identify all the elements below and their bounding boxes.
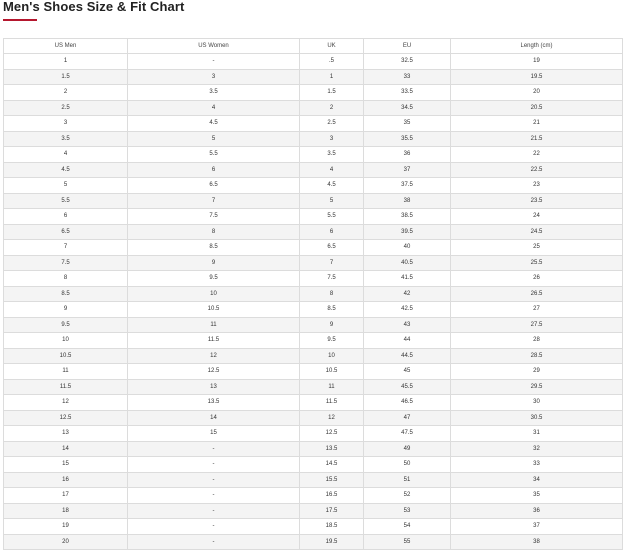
cell-eu: 40.5 xyxy=(364,255,451,271)
cell-eu: 49 xyxy=(364,441,451,457)
table-row xyxy=(4,472,623,488)
table-row xyxy=(4,286,623,302)
cell-uk: 1.5 xyxy=(300,85,364,101)
table-row xyxy=(4,302,623,318)
cell-uk: 12.5 xyxy=(300,426,364,442)
cell-length-cm: 24.5 xyxy=(451,224,623,240)
cell-uk: 10.5 xyxy=(300,364,364,380)
header-us-men: US Men xyxy=(4,39,128,54)
cell-uk: 11 xyxy=(300,379,364,395)
cell-uk: 14.5 xyxy=(300,457,364,473)
cell-length-cm: 22.5 xyxy=(451,162,623,178)
table-body xyxy=(4,54,623,550)
cell-us-men: 20 xyxy=(4,534,128,550)
table-row xyxy=(4,426,623,442)
cell-uk: 4.5 xyxy=(300,178,364,194)
cell-us-women: - xyxy=(128,488,300,504)
cell-us-women: 13.5 xyxy=(128,395,300,411)
cell-length-cm: 28.5 xyxy=(451,348,623,364)
cell-uk: 9 xyxy=(300,317,364,333)
cell-eu: 37.5 xyxy=(364,178,451,194)
cell-us-women: - xyxy=(128,534,300,550)
cell-eu: 45.5 xyxy=(364,379,451,395)
cell-uk: 3.5 xyxy=(300,147,364,163)
cell-uk: 17.5 xyxy=(300,503,364,519)
cell-uk: 13.5 xyxy=(300,441,364,457)
cell-length-cm: 25 xyxy=(451,240,623,256)
cell-us-women: 9.5 xyxy=(128,271,300,287)
table-header-row xyxy=(4,39,623,54)
cell-us-women: 14 xyxy=(128,410,300,426)
cell-us-men: 8.5 xyxy=(4,286,128,302)
cell-us-men: 7.5 xyxy=(4,255,128,271)
cell-uk: 7.5 xyxy=(300,271,364,287)
cell-us-women: 9 xyxy=(128,255,300,271)
cell-length-cm: 30.5 xyxy=(451,410,623,426)
cell-length-cm: 27 xyxy=(451,302,623,318)
page-title: Men's Shoes Size & Fit Chart xyxy=(3,0,185,14)
table-row xyxy=(4,255,623,271)
cell-us-men: 2 xyxy=(4,85,128,101)
cell-us-men: 15 xyxy=(4,457,128,473)
cell-uk: 12 xyxy=(300,410,364,426)
cell-length-cm: 37 xyxy=(451,519,623,535)
cell-eu: 42 xyxy=(364,286,451,302)
cell-us-men: 7 xyxy=(4,240,128,256)
table-row xyxy=(4,534,623,550)
table-row xyxy=(4,224,623,240)
cell-us-women: - xyxy=(128,519,300,535)
cell-us-women: 5 xyxy=(128,131,300,147)
table-row xyxy=(4,395,623,411)
cell-uk: 11.5 xyxy=(300,395,364,411)
table-row xyxy=(4,519,623,535)
cell-us-women: 15 xyxy=(128,426,300,442)
cell-uk: 5 xyxy=(300,193,364,209)
cell-eu: 52 xyxy=(364,488,451,504)
cell-us-men: 10 xyxy=(4,333,128,349)
cell-uk: .5 xyxy=(300,54,364,70)
cell-us-men: 18 xyxy=(4,503,128,519)
cell-us-women: 3 xyxy=(128,69,300,85)
cell-us-women: 12 xyxy=(128,348,300,364)
cell-eu: 46.5 xyxy=(364,395,451,411)
cell-us-men: 11 xyxy=(4,364,128,380)
cell-eu: 44.5 xyxy=(364,348,451,364)
cell-us-women: 11.5 xyxy=(128,333,300,349)
cell-uk: 6 xyxy=(300,224,364,240)
cell-eu: 44 xyxy=(364,333,451,349)
cell-eu: 33.5 xyxy=(364,85,451,101)
cell-us-men: 10.5 xyxy=(4,348,128,364)
cell-uk: 4 xyxy=(300,162,364,178)
cell-us-women: - xyxy=(128,503,300,519)
table-row xyxy=(4,193,623,209)
cell-us-women: 7.5 xyxy=(128,209,300,225)
header-us-women: US Women xyxy=(128,39,300,54)
title-accent-underline xyxy=(3,19,37,21)
cell-us-men: 5.5 xyxy=(4,193,128,209)
cell-us-women: 4 xyxy=(128,100,300,116)
cell-us-women: 6 xyxy=(128,162,300,178)
table-row xyxy=(4,162,623,178)
cell-us-women: 11 xyxy=(128,317,300,333)
cell-us-men: 9 xyxy=(4,302,128,318)
table-row xyxy=(4,364,623,380)
cell-eu: 47 xyxy=(364,410,451,426)
cell-us-men: 4.5 xyxy=(4,162,128,178)
table-row xyxy=(4,240,623,256)
table-row xyxy=(4,116,623,132)
cell-length-cm: 35 xyxy=(451,488,623,504)
cell-eu: 32.5 xyxy=(364,54,451,70)
table-row xyxy=(4,457,623,473)
cell-uk: 5.5 xyxy=(300,209,364,225)
cell-eu: 34.5 xyxy=(364,100,451,116)
cell-uk: 8.5 xyxy=(300,302,364,318)
cell-uk: 6.5 xyxy=(300,240,364,256)
cell-us-men: 16 xyxy=(4,472,128,488)
cell-length-cm: 24 xyxy=(451,209,623,225)
cell-us-men: 5 xyxy=(4,178,128,194)
cell-uk: 16.5 xyxy=(300,488,364,504)
cell-length-cm: 22 xyxy=(451,147,623,163)
cell-length-cm: 31 xyxy=(451,426,623,442)
cell-length-cm: 34 xyxy=(451,472,623,488)
cell-uk: 18.5 xyxy=(300,519,364,535)
cell-length-cm: 29.5 xyxy=(451,379,623,395)
cell-length-cm: 38 xyxy=(451,534,623,550)
cell-us-women: 10.5 xyxy=(128,302,300,318)
cell-length-cm: 21.5 xyxy=(451,131,623,147)
cell-us-men: 6 xyxy=(4,209,128,225)
cell-eu: 41.5 xyxy=(364,271,451,287)
cell-us-women: 8.5 xyxy=(128,240,300,256)
cell-length-cm: 23.5 xyxy=(451,193,623,209)
table-row xyxy=(4,379,623,395)
cell-us-men: 1 xyxy=(4,54,128,70)
cell-us-men: 17 xyxy=(4,488,128,504)
cell-eu: 39.5 xyxy=(364,224,451,240)
table-row xyxy=(4,147,623,163)
cell-length-cm: 26.5 xyxy=(451,286,623,302)
cell-us-men: 12 xyxy=(4,395,128,411)
cell-us-men: 2.5 xyxy=(4,100,128,116)
cell-eu: 51 xyxy=(364,472,451,488)
cell-uk: 2.5 xyxy=(300,116,364,132)
header-uk: UK xyxy=(300,39,364,54)
cell-us-women: 5.5 xyxy=(128,147,300,163)
cell-length-cm: 33 xyxy=(451,457,623,473)
size-chart-table xyxy=(3,38,623,550)
cell-eu: 40 xyxy=(364,240,451,256)
cell-eu: 45 xyxy=(364,364,451,380)
table-row xyxy=(4,54,623,70)
cell-us-women: - xyxy=(128,457,300,473)
table-row xyxy=(4,348,623,364)
cell-uk: 7 xyxy=(300,255,364,271)
cell-us-women: 3.5 xyxy=(128,85,300,101)
cell-eu: 35.5 xyxy=(364,131,451,147)
cell-eu: 55 xyxy=(364,534,451,550)
header-eu: EU xyxy=(364,39,451,54)
cell-us-men: 6.5 xyxy=(4,224,128,240)
cell-uk: 15.5 xyxy=(300,472,364,488)
cell-length-cm: 19 xyxy=(451,54,623,70)
cell-us-women: 12.5 xyxy=(128,364,300,380)
table-row xyxy=(4,271,623,287)
cell-length-cm: 36 xyxy=(451,503,623,519)
cell-us-women: - xyxy=(128,54,300,70)
cell-us-men: 11.5 xyxy=(4,379,128,395)
cell-length-cm: 29 xyxy=(451,364,623,380)
table-row xyxy=(4,333,623,349)
cell-us-women: 10 xyxy=(128,286,300,302)
cell-eu: 47.5 xyxy=(364,426,451,442)
cell-uk: 3 xyxy=(300,131,364,147)
cell-eu: 36 xyxy=(364,147,451,163)
cell-us-men: 3 xyxy=(4,116,128,132)
cell-uk: 2 xyxy=(300,100,364,116)
cell-eu: 50 xyxy=(364,457,451,473)
cell-eu: 42.5 xyxy=(364,302,451,318)
cell-us-men: 19 xyxy=(4,519,128,535)
cell-us-men: 3.5 xyxy=(4,131,128,147)
cell-length-cm: 32 xyxy=(451,441,623,457)
cell-us-men: 1.5 xyxy=(4,69,128,85)
cell-length-cm: 27.5 xyxy=(451,317,623,333)
cell-eu: 53 xyxy=(364,503,451,519)
cell-length-cm: 30 xyxy=(451,395,623,411)
cell-length-cm: 21 xyxy=(451,116,623,132)
table-row xyxy=(4,488,623,504)
table-row xyxy=(4,178,623,194)
cell-us-men: 4 xyxy=(4,147,128,163)
cell-us-men: 13 xyxy=(4,426,128,442)
cell-eu: 35 xyxy=(364,116,451,132)
table-row xyxy=(4,410,623,426)
cell-length-cm: 25.5 xyxy=(451,255,623,271)
cell-us-men: 12.5 xyxy=(4,410,128,426)
cell-length-cm: 20 xyxy=(451,85,623,101)
cell-us-men: 14 xyxy=(4,441,128,457)
cell-eu: 38.5 xyxy=(364,209,451,225)
cell-uk: 19.5 xyxy=(300,534,364,550)
cell-us-men: 8 xyxy=(4,271,128,287)
cell-uk: 10 xyxy=(300,348,364,364)
cell-length-cm: 23 xyxy=(451,178,623,194)
cell-us-women: 4.5 xyxy=(128,116,300,132)
cell-us-women: - xyxy=(128,472,300,488)
header-length-cm: Length (cm) xyxy=(451,39,623,54)
cell-us-women: 8 xyxy=(128,224,300,240)
cell-length-cm: 26 xyxy=(451,271,623,287)
cell-us-women: 7 xyxy=(128,193,300,209)
cell-uk: 9.5 xyxy=(300,333,364,349)
cell-us-women: 6.5 xyxy=(128,178,300,194)
cell-eu: 38 xyxy=(364,193,451,209)
cell-length-cm: 19.5 xyxy=(451,69,623,85)
table-row xyxy=(4,209,623,225)
cell-uk: 8 xyxy=(300,286,364,302)
table-row xyxy=(4,503,623,519)
table-row xyxy=(4,131,623,147)
table-row xyxy=(4,441,623,457)
table-row xyxy=(4,317,623,333)
cell-eu: 37 xyxy=(364,162,451,178)
table-row xyxy=(4,69,623,85)
cell-length-cm: 28 xyxy=(451,333,623,349)
cell-us-men: 9.5 xyxy=(4,317,128,333)
table-row xyxy=(4,85,623,101)
cell-length-cm: 20.5 xyxy=(451,100,623,116)
cell-eu: 54 xyxy=(364,519,451,535)
table-row xyxy=(4,100,623,116)
cell-eu: 43 xyxy=(364,317,451,333)
cell-uk: 1 xyxy=(300,69,364,85)
cell-us-women: 13 xyxy=(128,379,300,395)
cell-eu: 33 xyxy=(364,69,451,85)
cell-us-women: - xyxy=(128,441,300,457)
